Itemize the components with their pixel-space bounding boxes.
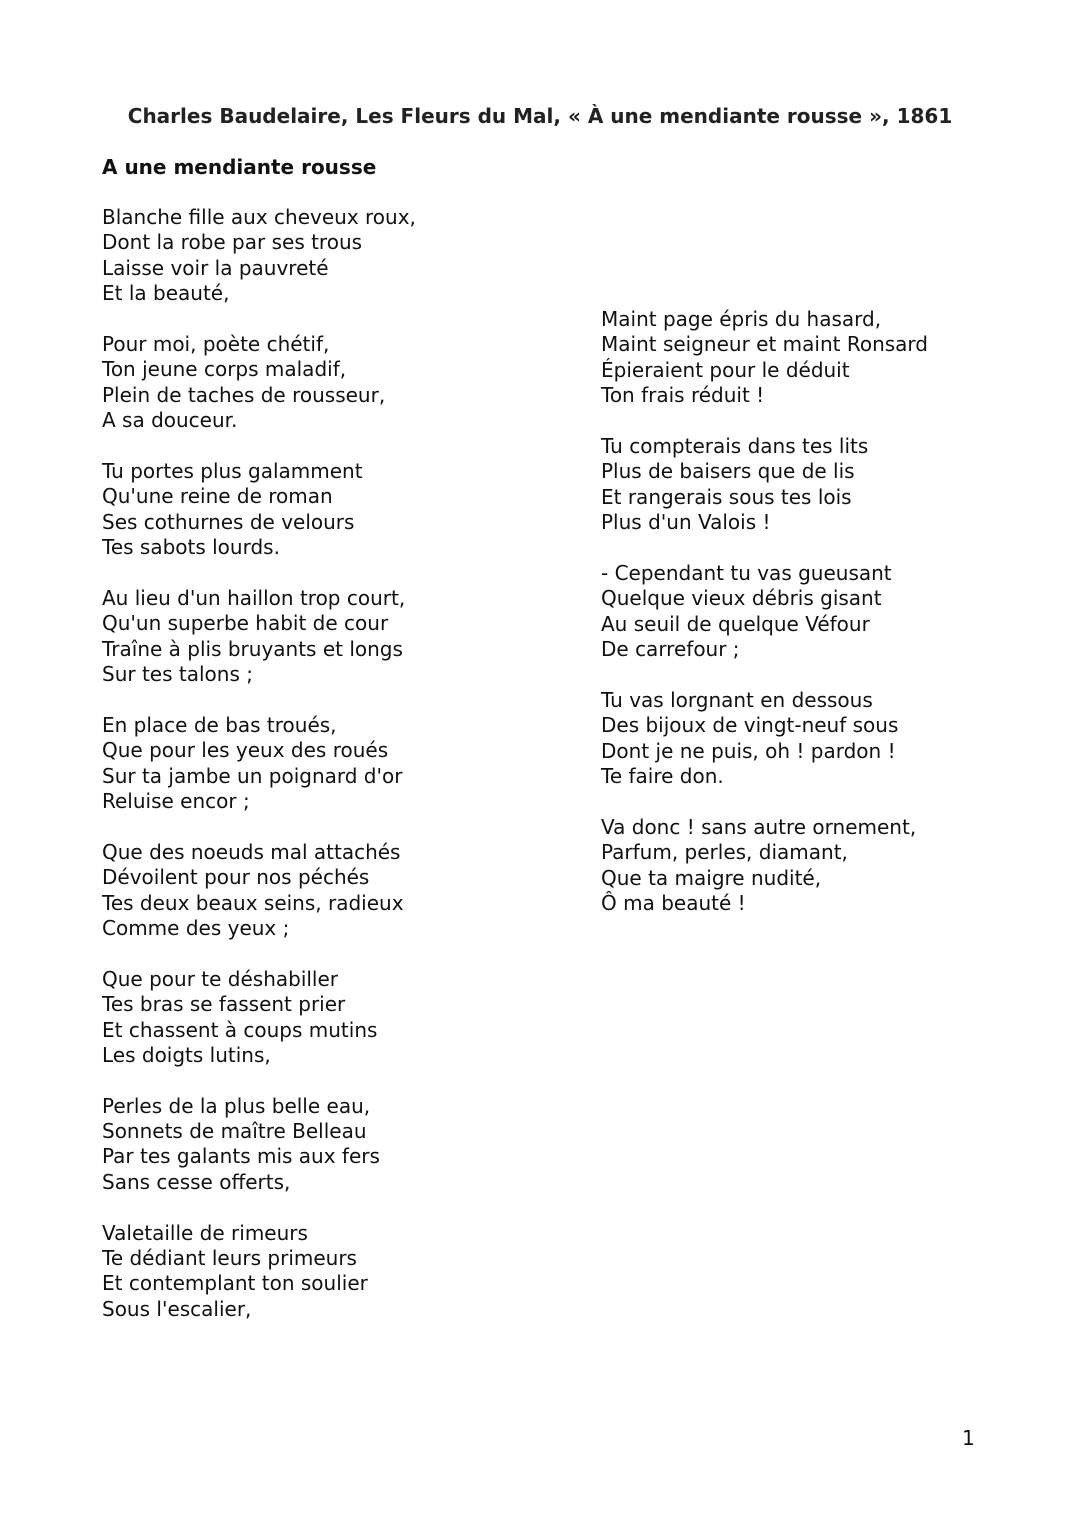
- stanza: [102, 713, 542, 815]
- verse-line: Sur ta jambe un poignard d'or: [102, 763, 403, 788]
- verse-line: Plus de baisers que de lis: [601, 459, 855, 484]
- verse-line: Tu vas lorgnant en dessous: [601, 687, 873, 712]
- verse-line: Ses cothurnes de velours: [102, 509, 355, 534]
- verse-line: Parfum, perles, diamant,: [601, 840, 848, 865]
- verse-line: Et chassent à coups mutins: [102, 1017, 378, 1042]
- verse-line: Maint seigneur et maint Ronsard: [601, 332, 928, 357]
- page-number: 1: [962, 1426, 975, 1450]
- stanza: [102, 840, 542, 942]
- verse-line: Par tes galants mis aux fers: [102, 1144, 380, 1169]
- stanza: [601, 815, 1041, 917]
- verse-line: Qu'une reine de roman: [102, 484, 333, 509]
- poem-left-column: [102, 205, 542, 1348]
- stanza: [601, 561, 1041, 663]
- verse-line: Tes deux beaux seins, radieux: [102, 890, 404, 915]
- stanza: [102, 459, 542, 561]
- verse-line: Au lieu d'un haillon trop court,: [102, 585, 406, 610]
- stanza: [601, 688, 1041, 790]
- stanza: [601, 307, 1041, 409]
- verse-line: Tes bras se fassent prier: [102, 992, 346, 1017]
- verse-line: Comme des yeux ;: [102, 915, 290, 940]
- verse-line: Et contemplant ton soulier: [102, 1271, 368, 1296]
- verse-line: Dont je ne puis, oh ! pardon !: [601, 738, 896, 763]
- verse-line: Blanche fille aux cheveux roux,: [102, 205, 416, 229]
- stanza: [102, 586, 542, 688]
- verse-line: Qu'un superbe habit de cour: [102, 611, 389, 636]
- verse-line: Laisse voir la pauvreté: [102, 255, 329, 280]
- stanza: [601, 434, 1041, 536]
- verse-line: Sonnets de maître Belleau: [102, 1119, 367, 1144]
- verse-line: Reluise encor ;: [102, 788, 250, 813]
- verse-line: - Cependant tu vas gueusant: [601, 560, 892, 585]
- verse-line: En place de bas troués,: [102, 712, 337, 737]
- verse-line: Que pour te déshabiller: [102, 966, 339, 991]
- stanza: [102, 1094, 542, 1196]
- verse-line: Perles de la plus belle eau,: [102, 1093, 371, 1118]
- verse-line: Plus d'un Valois !: [601, 510, 771, 535]
- verse-line: Valetaille de rimeurs: [102, 1220, 308, 1245]
- verse-line: Sur tes talons ;: [102, 662, 253, 687]
- stanza: [102, 967, 542, 1069]
- verse-line: Tes sabots lourds.: [102, 535, 280, 560]
- verse-line: Que pour les yeux des roués: [102, 738, 389, 763]
- verse-line: Tu portes plus galamment: [102, 458, 363, 483]
- verse-line: Les doigts lutins,: [102, 1042, 271, 1067]
- verse-line: Te faire don.: [601, 764, 724, 789]
- verse-line: Et rangerais sous tes lois: [601, 484, 852, 509]
- poem-right-column: [601, 307, 1041, 942]
- verse-line: Ô ma beauté !: [601, 890, 746, 915]
- verse-line: Sous l'escalier,: [102, 1296, 252, 1321]
- verse-line: Au seuil de quelque Véfour: [601, 611, 870, 636]
- verse-line: Dévoilent pour nos péchés: [102, 865, 370, 890]
- verse-line: Que ta maigre nudité,: [601, 865, 822, 890]
- verse-line: Va donc ! sans autre ornement,: [601, 814, 917, 839]
- verse-line: A sa douceur.: [102, 408, 238, 433]
- verse-line: Dont la robe par ses trous: [102, 230, 363, 255]
- verse-line: De carrefour ;: [601, 637, 740, 662]
- verse-line: Ton jeune corps maladif,: [102, 357, 347, 382]
- verse-line: Maint page épris du hasard,: [601, 307, 882, 331]
- verse-line: Que des noeuds mal attachés: [102, 839, 401, 864]
- stanza: [102, 332, 542, 434]
- verse-line: Plein de taches de rousseur,: [102, 382, 386, 407]
- verse-line: Tu compterais dans tes lits: [601, 433, 869, 458]
- poem-title: A une mendiante rousse: [102, 155, 377, 179]
- verse-line: Traîne à plis bruyants et longs: [102, 636, 403, 661]
- verse-line: Et la beauté,: [102, 281, 230, 306]
- verse-line: Quelque vieux débris gisant: [601, 586, 882, 611]
- verse-line: Ton frais réduit !: [601, 383, 765, 408]
- stanza: [102, 1221, 542, 1323]
- verse-line: Épieraient pour le déduit: [601, 357, 850, 382]
- verse-line: Pour moi, poète chétif,: [102, 331, 330, 356]
- verse-line: Des bijoux de vingt-neuf sous: [601, 713, 899, 738]
- document-header-title: Charles Baudelaire, Les Fleurs du Mal, « À une mendiante rousse », 1861: [127, 104, 953, 128]
- verse-line: Te dédiant leurs primeurs: [102, 1246, 357, 1271]
- verse-line: Sans cesse offerts,: [102, 1169, 291, 1194]
- stanza: [102, 205, 542, 307]
